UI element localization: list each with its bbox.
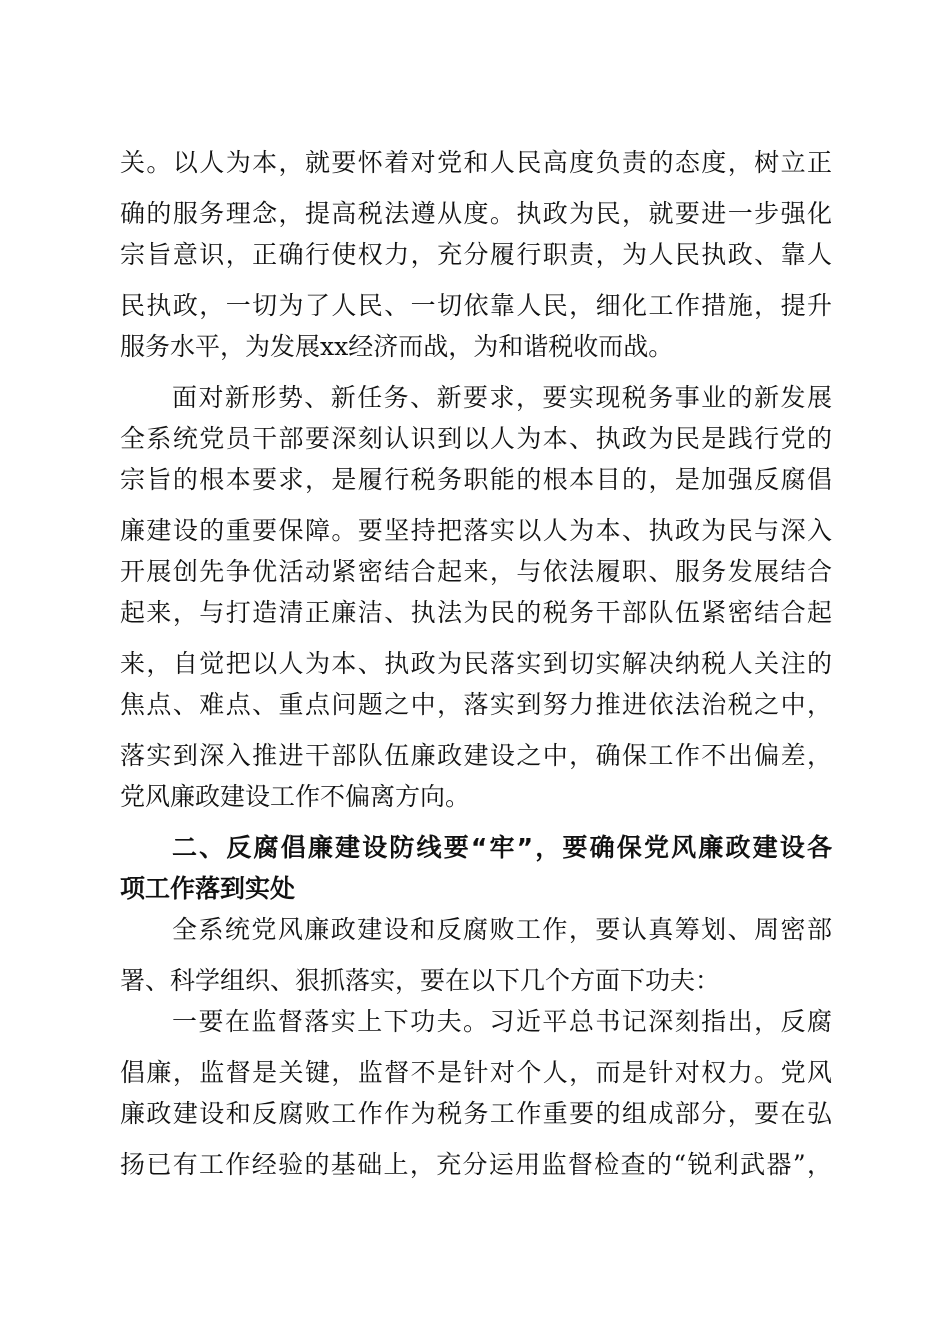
body-line: 党风廉政建设工作不偏离方向。	[120, 782, 471, 811]
body-line: 廉政建设和反腐败工作作为税务工作重要的组成部分，要在弘	[120, 1099, 832, 1128]
body-line: 关。以人为本，就要怀着对党和人民高度负责的态度，树立正	[120, 148, 832, 177]
body-line: 焦点、难点、重点问题之中，落实到努力推进依法治税之中，	[120, 690, 832, 719]
body-line: 倡廉，监督是关键，监督不是针对个人，而是针对权力。党风	[120, 1058, 832, 1087]
body-line: 开展创先争优活动紧密结合起来，与依法履职、服务发展结合	[120, 557, 832, 586]
body-line: 落实到深入推进干部队伍廉政建设之中，确保工作不出偏差，	[120, 741, 832, 770]
body-line: 廉建设的重要保障。要坚持把落实以人为本、执政为民与深入	[120, 516, 832, 545]
body-line: 民执政，一切为了人民、一切依靠人民，细化工作措施，提升	[120, 291, 832, 320]
body-line: 全系统党风廉政建设和反腐败工作，要认真筹划、周密部	[172, 915, 832, 944]
body-line: 来，自觉把以人为本、执政为民落实到切实解决纳税人关注的	[120, 649, 832, 678]
body-line: 确的服务理念，提高税法遵从度。执政为民，就要进一步强化	[120, 199, 832, 228]
body-line: 一要在监督落实上下功夫。习近平总书记深刻指出，反腐	[172, 1007, 832, 1036]
section-heading: 二、反腐倡廉建设防线要“牢”，要确保党风廉政建设各	[172, 833, 832, 862]
body-line: 署、科学组织、狠抓落实，要在以下几个方面下功夫：	[120, 966, 721, 995]
body-line: 面对新形势、新任务、新要求，要实现税务事业的新发展	[172, 383, 832, 412]
body-line: 全系统党员干部要深刻认识到以人为本、执政为民是践行党的	[120, 424, 832, 453]
body-line: 宗旨意识，正确行使权力，充分履行职责，为人民执政、靠人	[120, 240, 832, 269]
body-line: 宗旨的根本要求，是履行税务职能的根本目的，是加强反腐倡	[120, 465, 832, 494]
body-line: 服务水平，为发展xx经济而战，为和谐税收而战。	[120, 332, 674, 361]
body-line: 起来，与打造清正廉洁、执法为民的税务干部队伍紧密结合起	[120, 598, 832, 627]
section-heading: 项工作落到实处	[120, 874, 296, 903]
body-line: 扬已有工作经验的基础上，充分运用监督检查的“锐利武器”，	[120, 1150, 832, 1179]
